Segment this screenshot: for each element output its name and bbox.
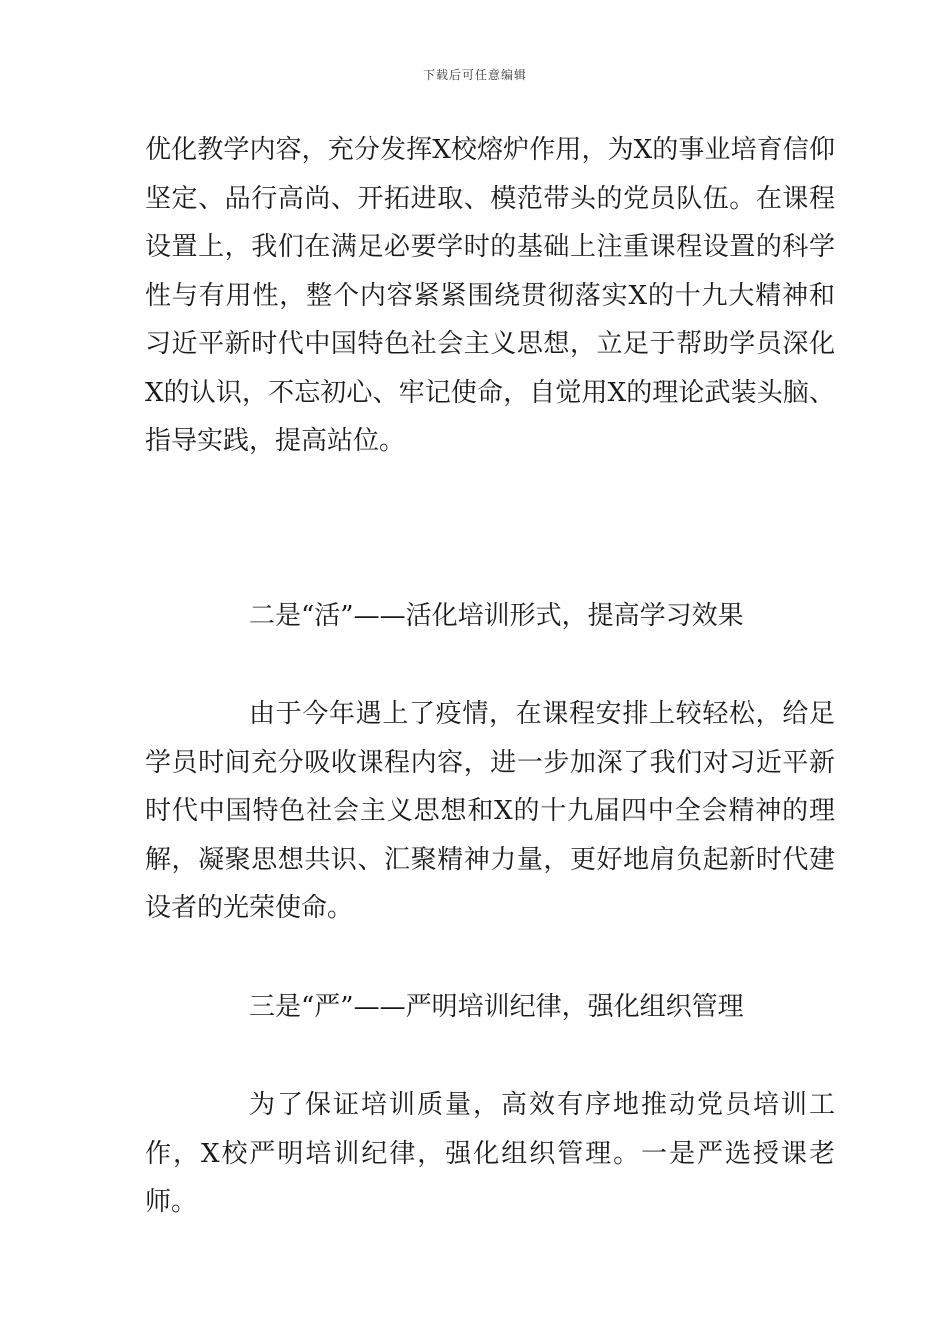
paragraph-training-form: 由于今年遇上了疫情，在课程安排上较轻松，给足学员时间充分吸收课程内容，进一步加深了我们对习近平新时代中国特色社会主义思想和X的十九届四中全会精神的理解，凝聚思想共识、汇聚精神力量，更好地肩负起新时代建设者的光荣使命。 (145, 699, 835, 923)
paragraph-course-content: 优化教学内容，充分发挥X校熔炉作用，为X的事业培育信仰坚定、品行高尚、开拓进取、模范带头的党员队伍。在课程设置上，我们在满足必要学时的基础上注重课程设置的科学性与有用性，整个内容紧紧围绕贯彻落实X的十九大精神和习近平新时代中国特色社会主义思想，立足于帮助学员深化X的认识，不忘初心、牢记使命，自觉用X的理论武装头脑、指导实践，提高站位。 (145, 135, 835, 456)
document-body (145, 126, 835, 1227)
section-heading-yan: 三是“严”——严明培训纪律，强化组织管理 (249, 991, 744, 1022)
section-heading-huo: 二是“活”——活化培训形式，提高学习效果 (249, 600, 744, 631)
paragraph-discipline: 为了保证培训质量，高效有序地推动党员培训工作，X校严明培训纪律，强化组织管理。一是严选授课老师。 (145, 1090, 835, 1217)
header-note: 下载后可任意编辑 (422, 68, 527, 82)
